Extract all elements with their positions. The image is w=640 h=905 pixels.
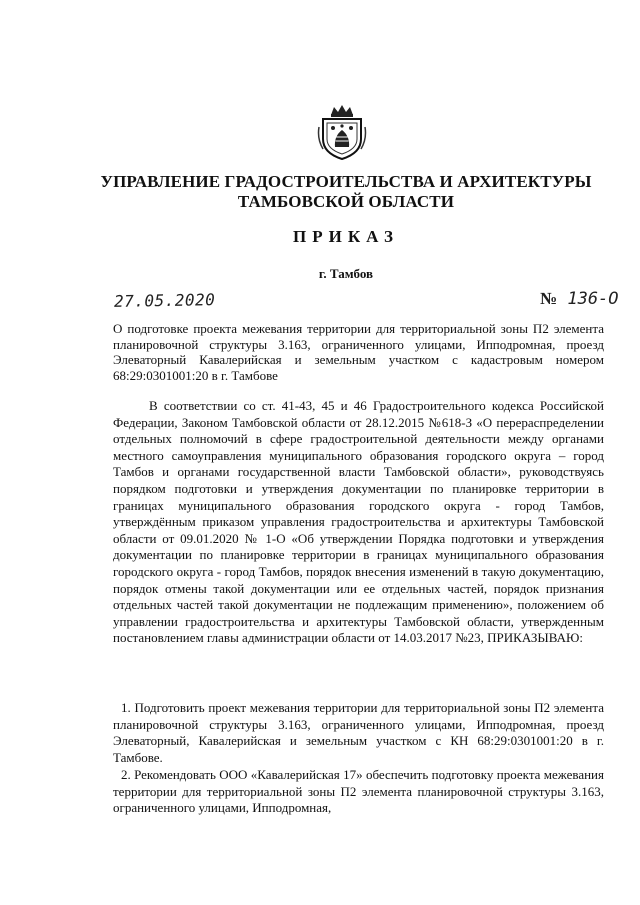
document-subject: О подготовке проекта межевания территории для территориальной зоны П2 элемента планировочной структуры 3.163, ограниченного улицами, Ипподромная, проезд Элеваторный Кавалерийская и земельным участком с кадастровым номером 68:29:0301001:20 в г. Тамбове [113,321,604,383]
document-city: г. Тамбов [318,266,374,281]
order-item-2: 2. Рекомендовать ООО «Кавалерийская 17» обеспечить подготовку проекта межевания территории для территориальной зоны П2 элемента планировочной структуры 3.163, ограниченного улицами, Ипподромная, [113,767,604,816]
coat-of-arms-icon [317,103,367,161]
number-sign: № [540,289,558,308]
preamble-paragraph: В соответствии со ст. 41-43, 45 и 46 Градостроительного кодекса Российской Федерации, Законом Тамбовской области от 28.12.2015 №618-З «О перераспределении отдельных полномочий в сфере градостроительной деятельности между органами местного самоуправления муниципального образования городского округа – город Тамбов и органами государственной власти Тамбовской области», руководствуясь порядком подготовки и утверждения документации по планировке территории в границах муниципального образования городского округа - город Тамбов, утверждённым приказом управления градостроительства и архитектуры Тамбовской области от 09.01.2020 № 1-О «Об утверждении Порядка подготовки и утверждения документации по планировке территории в границах муниципального образования городского округа - город Тамбов, порядок внесения изменений в такую документацию, порядок отмены такой документации или ее отдельных частей, порядок признания отдельных частей такой документации не подлежащим применению», положением об управлении градостроительства и архитектуры Тамбовской области, утвержденным постановлением главы администрации области от 14.03.2017 №23, ПРИКАЗЫВАЮ: [113,398,604,646]
handwritten-order-number [540,289,619,309]
order-item-1: 1. Подготовить проект межевания территории для территориальной зоны П2 элемента планировочной структуры 3.163, ограниченного улицами, Ипподромная, проезд Элеваторный, Кавалерийская и земельным участком с КН 68:29:0301001:20 в г. Тамбове. [113,700,604,765]
order-number-value: 136-О [567,289,619,309]
handwritten-date: 27.05.2020 [113,290,216,311]
organization-name: УПРАВЛЕНИЕ ГРАДОСТРОИТЕЛЬСТВА И АРХИТЕКТУРЫ ТАМБОВСКОЙ ОБЛАСТИ [100,172,592,211]
document-type-title: ПРИКАЗ [293,227,399,246]
